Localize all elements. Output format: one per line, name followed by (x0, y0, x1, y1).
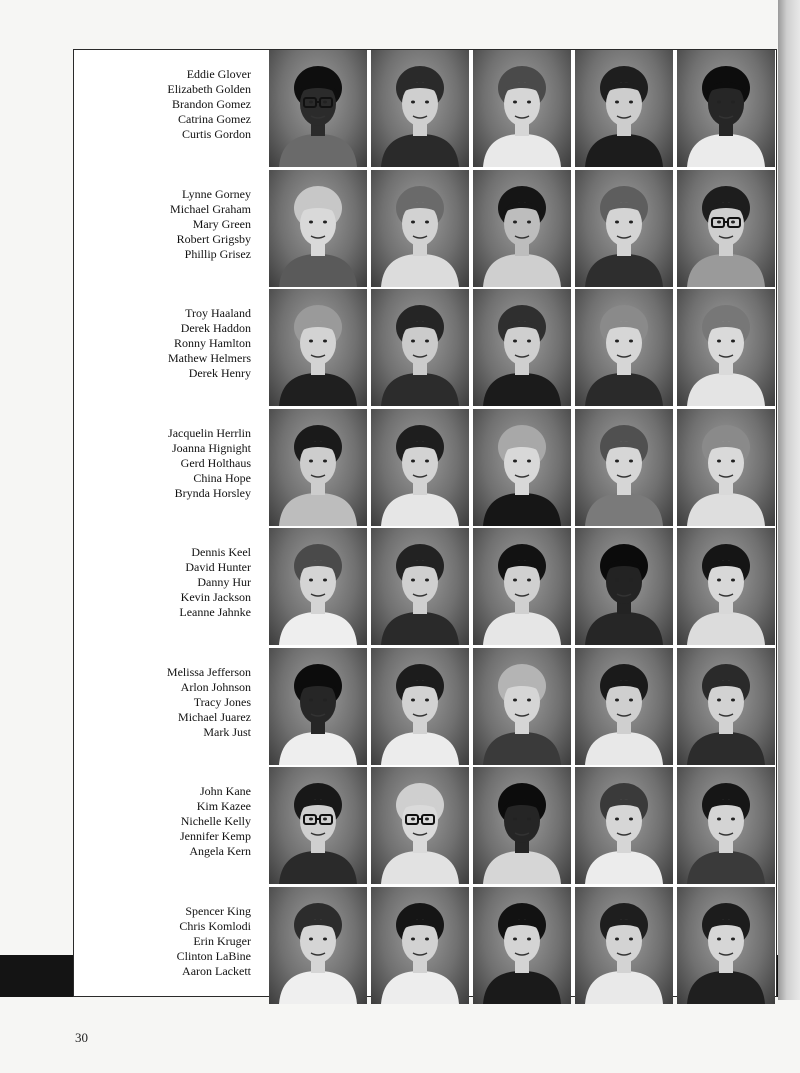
student-name: Danny Hur (197, 575, 251, 589)
student-portrait (677, 528, 775, 645)
student-name: Kim Kazee (196, 799, 251, 813)
student-portrait (371, 409, 469, 526)
student-name: Eddie Glover (186, 67, 251, 81)
student-portrait (677, 170, 775, 287)
student-name: Nichelle Kelly (180, 814, 251, 828)
student-name: Gerd Holthaus (180, 456, 251, 470)
student-portrait (269, 887, 367, 1004)
photo-row (74, 648, 776, 765)
student-portrait (575, 648, 673, 765)
name-list (74, 409, 258, 526)
student-portrait (473, 887, 571, 1004)
photo-row (74, 50, 776, 167)
student-portrait (575, 170, 673, 287)
student-name: Brynda Horsley (174, 486, 251, 500)
student-portrait (575, 887, 673, 1004)
student-portrait (269, 289, 367, 406)
student-portrait (575, 528, 673, 645)
student-name: Clinton LaBine (176, 949, 251, 963)
student-portrait (371, 528, 469, 645)
student-name: Aaron Lackett (182, 964, 251, 978)
student-name: Brandon Gomez (172, 97, 251, 111)
photo-row (74, 289, 776, 406)
student-portrait (473, 170, 571, 287)
student-portrait (575, 409, 673, 526)
student-name: Jacquelin Herrlin (168, 426, 251, 440)
student-name: Mark Just (203, 725, 251, 739)
student-name: Ronny Hamlton (174, 336, 251, 350)
student-name: Melissa Jefferson (166, 665, 251, 679)
student-portrait (371, 170, 469, 287)
student-name: Michael Graham (170, 202, 251, 216)
student-portrait (269, 170, 367, 287)
yearbook-panel (73, 49, 777, 997)
student-name: David Hunter (185, 560, 251, 574)
student-portrait (575, 50, 673, 167)
student-name: Kevin Jackson (180, 590, 251, 604)
student-portrait (371, 648, 469, 765)
name-list (74, 528, 258, 645)
student-name: Phillip Grisez (184, 247, 251, 261)
student-portrait (269, 409, 367, 526)
student-name: Chris Komlodi (179, 919, 251, 933)
name-list (74, 289, 258, 406)
student-portrait (473, 50, 571, 167)
student-portrait (677, 767, 775, 884)
student-name: Angela Kern (189, 844, 251, 858)
name-list (74, 648, 258, 765)
student-portrait (473, 767, 571, 884)
student-portrait (473, 409, 571, 526)
student-name: Michael Juarez (178, 710, 251, 724)
student-portrait (371, 887, 469, 1004)
student-portrait (473, 648, 571, 765)
student-name: Elizabeth Golden (167, 82, 251, 96)
student-portrait (677, 648, 775, 765)
student-portrait (269, 50, 367, 167)
student-name: Tracy Jones (193, 695, 251, 709)
student-portrait (371, 767, 469, 884)
student-name: Arlon Johnson (180, 680, 251, 694)
photo-row (74, 170, 776, 287)
student-name: Spencer King (185, 904, 251, 918)
student-portrait (269, 648, 367, 765)
student-name: John Kane (200, 784, 251, 798)
student-name: Robert Grigsby (176, 232, 251, 246)
photo-row (74, 767, 776, 884)
student-name: Erin Kruger (193, 934, 251, 948)
student-portrait (677, 409, 775, 526)
student-name: Troy Haaland (185, 306, 251, 320)
student-portrait (677, 887, 775, 1004)
student-portrait (677, 50, 775, 167)
page-edge-shadow (778, 0, 800, 1000)
name-list (74, 50, 258, 167)
student-name: Derek Haddon (180, 321, 251, 335)
name-list (74, 767, 258, 884)
student-name: Leanne Jahnke (179, 605, 251, 619)
student-portrait (575, 289, 673, 406)
student-portrait (575, 767, 673, 884)
page-number: 30 (75, 1030, 88, 1045)
student-name: Derek Henry (188, 366, 251, 380)
student-portrait (371, 289, 469, 406)
student-name: Joanna Hignight (172, 441, 251, 455)
student-portrait (677, 289, 775, 406)
student-name: Mary Green (192, 217, 251, 231)
photo-row (74, 409, 776, 526)
photo-row (74, 887, 776, 1004)
student-portrait (269, 528, 367, 645)
student-portrait (269, 767, 367, 884)
student-name: Mathew Helmers (168, 351, 251, 365)
student-name: Dennis Keel (191, 545, 251, 559)
student-name: China Hope (193, 471, 251, 485)
student-portrait (371, 50, 469, 167)
student-name: Curtis Gordon (182, 127, 251, 141)
name-list (74, 887, 258, 1004)
student-portrait (473, 289, 571, 406)
student-portrait (473, 528, 571, 645)
photo-row (74, 528, 776, 645)
student-name: Jennifer Kemp (180, 829, 251, 843)
student-name: Lynne Gorney (182, 187, 251, 201)
student-name: Catrina Gomez (178, 112, 251, 126)
name-list (74, 170, 258, 287)
